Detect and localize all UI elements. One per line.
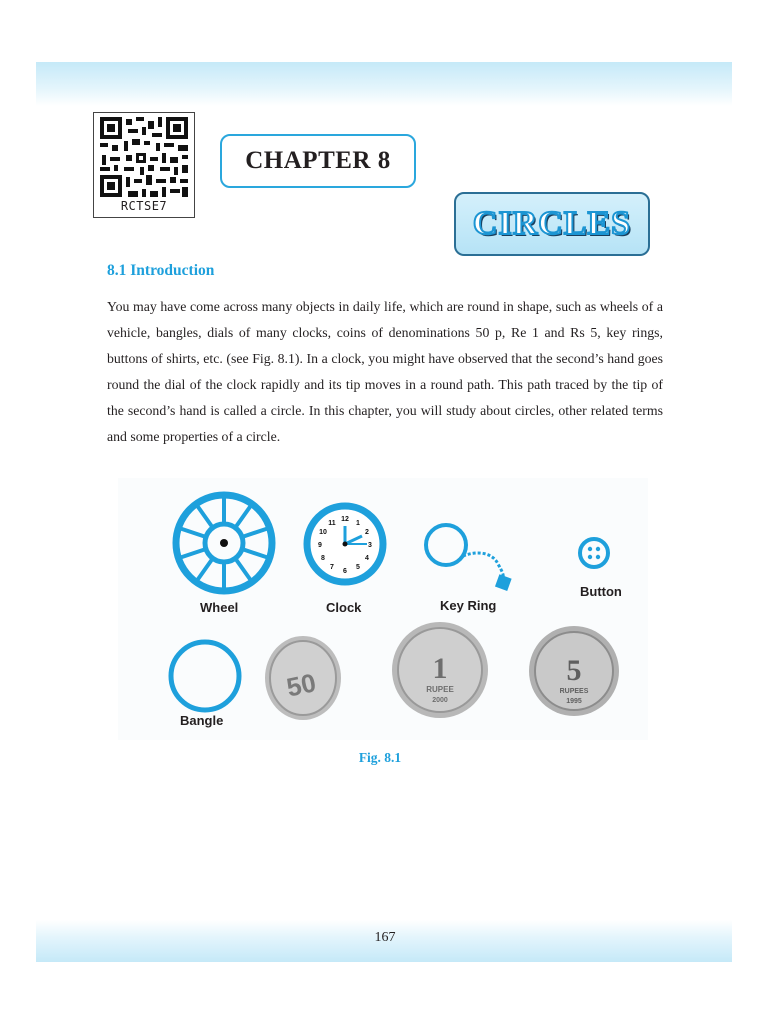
coin-1-text: RUPEE	[426, 685, 454, 694]
chapter-label: CHAPTER 8	[220, 134, 416, 188]
label-clock: Clock	[326, 600, 362, 615]
clock-illustration	[307, 506, 383, 582]
qr-code-label: RCTSE7	[120, 199, 168, 213]
figure-caption: Fig. 8.1	[358, 750, 402, 765]
qr-code-icon	[100, 117, 188, 197]
qr-code-box[interactable]	[93, 112, 195, 218]
coin-5-text: RUPEES	[559, 688, 589, 695]
clock-number: 4	[365, 555, 369, 562]
coin-5-year: 1995	[566, 698, 582, 705]
clock-number: 8	[321, 555, 325, 562]
clock-number: 2	[365, 529, 369, 536]
bangle-illustration	[171, 642, 239, 710]
coin-5-illustration	[529, 626, 619, 716]
label-key-ring: Key Ring	[440, 598, 497, 613]
chapter-title: CIRCLES	[472, 205, 632, 242]
coin-5-value: 5	[566, 654, 582, 687]
label-wheel: Wheel	[200, 600, 239, 615]
coin-50-value: 50	[283, 667, 319, 703]
clock-number: 9	[318, 542, 322, 549]
intro-paragraph: You may have come across many objects in daily life, which are round in shape, such as wheels of a vehicle, bangles, dials of many clocks, coins of denominations 50 p, Re 1 and Rs 5, key rings, buttons of shirts, etc. (see Fig. 8.1). In a clock, you might have observed that the second’s hand goes round the dial of the clock rapidly and its tip moves in a round path. This path traced by the tip of the second’s hand is called a circle. In this chapter, you will study about circles, other related terms and some properties of a circle.	[107, 299, 663, 444]
figure-8-1	[118, 478, 648, 740]
clock-number: 5	[356, 564, 360, 571]
section-heading: 8.1 Introduction	[107, 262, 215, 279]
clock-number: 10	[319, 529, 327, 536]
coin-1-year: 2000	[432, 697, 448, 704]
clock-number: 11	[328, 520, 336, 527]
coin-50-illustration	[265, 636, 341, 720]
header-band	[36, 62, 732, 106]
wheel-illustration	[176, 495, 272, 591]
clock-number: 7	[330, 564, 334, 571]
coin-1-illustration	[392, 622, 488, 718]
clock-number: 3	[368, 542, 372, 549]
clock-number: 1	[356, 520, 360, 527]
button-illustration	[580, 539, 608, 567]
clock-number: 12	[341, 516, 349, 523]
clock-number: 6	[343, 568, 347, 575]
label-bangle: Bangle	[180, 713, 224, 728]
page-number: 167	[374, 930, 396, 945]
key-ring-illustration	[426, 525, 512, 591]
chapter-title-box	[454, 192, 650, 256]
coin-1-value: 1	[432, 652, 448, 685]
label-button: Button	[580, 584, 622, 599]
